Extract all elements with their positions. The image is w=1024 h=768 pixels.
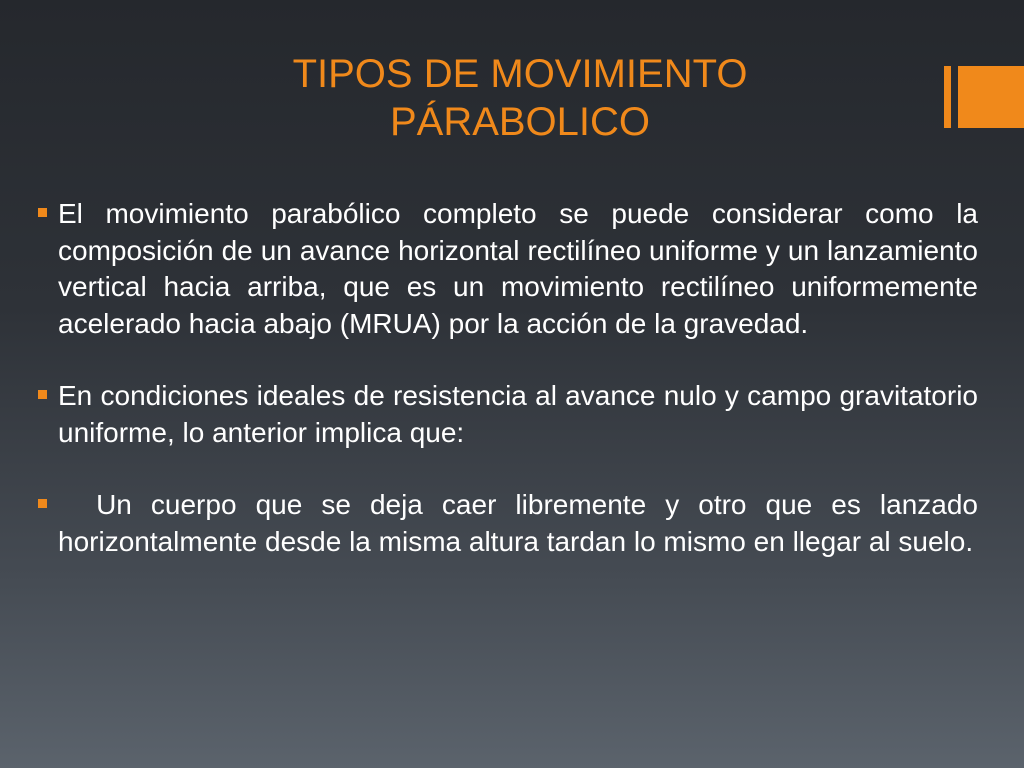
- bullet-square-icon: [38, 499, 47, 508]
- bullet-text: En condiciones ideales de resistencia al avance nulo y campo gravitatorio uniforme, lo anterior implica que:: [58, 380, 978, 448]
- bullet-item-1: [36, 196, 978, 342]
- bullet-list: [36, 196, 978, 596]
- bullet-square-icon: [38, 208, 47, 217]
- slide-title: [170, 50, 870, 146]
- bullet-square-icon: [38, 390, 47, 399]
- accent-bar-thin: [944, 66, 951, 128]
- bullet-item-3: [36, 487, 978, 560]
- bullet-item-2: [36, 378, 978, 451]
- slide-title-line-1: TIPOS DE MOVIMIENTO: [292, 52, 748, 96]
- bullet-text: Un cuerpo que se deja caer libremente y otro que es lanzado horizontalmente desde la misma altura tardan lo mismo en llegar al suelo.: [58, 489, 978, 557]
- slide-title-line-2: PÁRABOLICO: [389, 100, 651, 144]
- accent-bar-thick: [958, 66, 1024, 128]
- bullet-text: El movimiento parabólico completo se puede considerar como la composición de un avance horizontal rectilíneo uniforme y un lanzamiento vertical hacia arriba, que es un movimiento rectilíneo uniformemente acelerado hacia abajo (MRUA) por la acción de la gravedad.: [58, 198, 978, 339]
